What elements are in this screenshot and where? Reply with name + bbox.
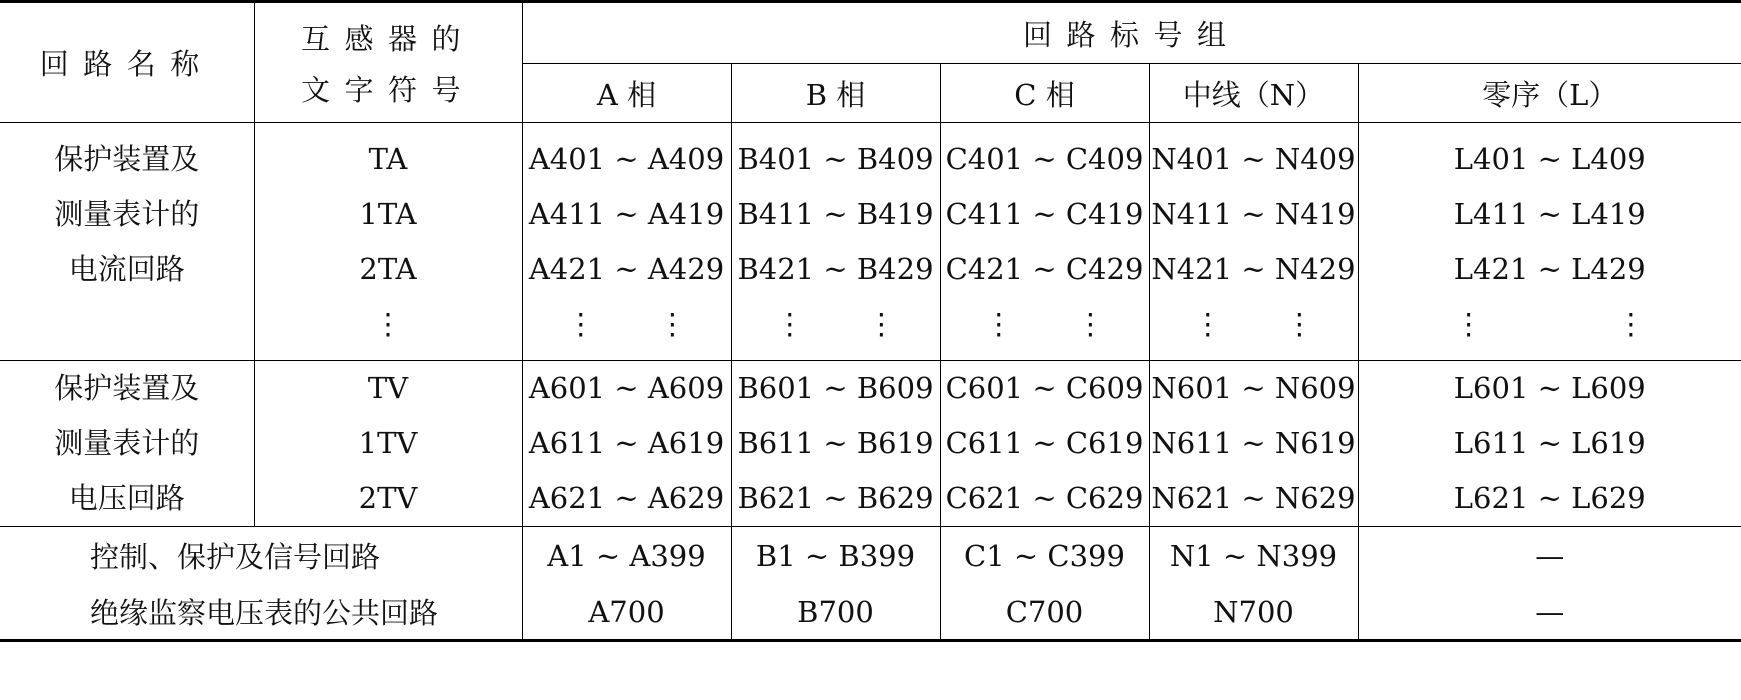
voltage-b-2: B611 ~ B619 — [737, 426, 934, 460]
current-a-2: A411 ~ A419 — [528, 196, 725, 231]
voltage-c-2: C611 ~ C619 — [945, 426, 1144, 460]
voltage-name-line1: 保护装置及 — [54, 371, 200, 405]
voltage-l-1: L601 ~ L609 — [1453, 371, 1646, 405]
current-l-2: L411 ~ L419 — [1453, 196, 1646, 231]
header-group-title — [522, 2, 1741, 64]
current-n-1: N401 ~ N409 — [1151, 141, 1356, 176]
current-group-row — [0, 123, 1741, 361]
voltage-n-2: N611 ~ N619 — [1151, 426, 1356, 460]
voltage-a-1: A601 ~ A609 — [528, 371, 725, 405]
ellipsis-left: ⋮ — [775, 306, 805, 341]
header-phase-n: 中线（N） — [1149, 64, 1358, 123]
header-row-1 — [0, 2, 1741, 64]
control-loop-a: A1 ~ A399 — [522, 527, 731, 585]
voltage-symbol-1: TV — [367, 371, 409, 405]
voltage-c-3: C621 ~ C629 — [945, 481, 1144, 515]
current-b-2: B411 ~ B419 — [737, 196, 934, 231]
voltage-phase-n — [1149, 361, 1358, 527]
ellipsis-left: ⋮ — [1454, 306, 1484, 341]
voltage-l-3: L621 ~ L629 — [1453, 481, 1646, 515]
voltage-name-line3: 电压回路 — [68, 481, 185, 515]
header-loop-name-text: 回路名称 — [39, 47, 214, 81]
header-ct-symbol — [254, 2, 522, 123]
current-group-name — [0, 123, 254, 361]
ellipsis-left: ⋮ — [1193, 306, 1223, 341]
current-symbol-3: 2TA — [359, 251, 417, 286]
header-ct-symbol-line1: 互感器的 — [300, 21, 475, 56]
current-b-3: B421 ~ B429 — [737, 251, 934, 286]
insulation-loop-b: B700 — [731, 585, 940, 641]
current-a-1: A401 ~ A409 — [528, 141, 725, 176]
ellipsis-left: ⋮ — [984, 306, 1014, 341]
voltage-n-1: N601 ~ N609 — [1151, 371, 1356, 405]
current-l-1: L401 ~ L409 — [1453, 141, 1646, 176]
current-name-line2: 测量表计的 — [54, 196, 200, 231]
current-l-ellipsis — [1454, 297, 1645, 352]
ellipsis-right: ⋮ — [1284, 306, 1314, 341]
voltage-a-2: A611 ~ A619 — [528, 426, 725, 460]
control-loop-n: N1 ~ N399 — [1149, 527, 1358, 585]
voltage-b-3: B621 ~ B629 — [737, 481, 934, 515]
ellipsis-right: ⋮ — [1616, 306, 1646, 341]
control-loop-l: — — [1535, 538, 1565, 573]
current-n-3: N421 ~ N429 — [1151, 251, 1356, 286]
current-symbol-2: 1TA — [359, 196, 417, 231]
insulation-loop-a: A700 — [522, 585, 731, 641]
current-phase-n — [1149, 123, 1358, 361]
voltage-group-row — [0, 361, 1741, 527]
voltage-symbol-2: 1TV — [358, 426, 418, 460]
insulation-loop-c: C700 — [940, 585, 1149, 641]
voltage-phase-b — [731, 361, 940, 527]
current-c-1: C401 ~ C409 — [945, 141, 1144, 176]
insulation-loop-row — [0, 585, 1741, 641]
header-phase-a: A 相 — [522, 64, 731, 123]
ellipsis-right: ⋮ — [866, 306, 896, 341]
current-b-ellipsis — [775, 297, 896, 352]
voltage-l-2: L611 ~ L619 — [1453, 426, 1646, 460]
voltage-group-symbols — [254, 361, 522, 527]
header-phase-c: C 相 — [940, 64, 1149, 123]
current-phase-a — [522, 123, 731, 361]
ellipsis-left: ⋮ — [566, 306, 596, 341]
header-group-title-text: 回路标号组 — [1023, 17, 1241, 52]
current-phase-l — [1358, 123, 1741, 361]
control-loop-name: 控制、保护及信号回路 — [0, 527, 522, 585]
voltage-name-line2: 测量表计的 — [54, 426, 200, 460]
current-name-line1: 保护装置及 — [54, 141, 200, 176]
voltage-phase-l — [1358, 361, 1741, 527]
ellipsis-right: ⋮ — [657, 306, 687, 341]
control-loop-row — [0, 527, 1741, 585]
ellipsis-right: ⋮ — [1075, 306, 1105, 341]
current-name-line3: 电流回路 — [68, 251, 185, 286]
current-group-symbols — [254, 123, 522, 361]
control-loop-b: B1 ~ B399 — [731, 527, 940, 585]
voltage-symbol-3: 2TV — [358, 481, 418, 515]
insulation-loop-name: 绝缘监察电压表的公共回路 — [0, 585, 522, 641]
current-n-2: N411 ~ N419 — [1151, 196, 1356, 231]
insulation-loop-n: N700 — [1149, 585, 1358, 641]
header-phase-b: B 相 — [731, 64, 940, 123]
current-c-ellipsis — [984, 297, 1105, 352]
current-a-3: A421 ~ A429 — [528, 251, 725, 286]
current-b-1: B401 ~ B409 — [737, 141, 934, 176]
voltage-b-1: B601 ~ B609 — [737, 371, 934, 405]
voltage-c-1: C601 ~ C609 — [945, 371, 1144, 405]
current-c-3: C421 ~ C429 — [945, 251, 1144, 286]
header-loop-name — [0, 2, 254, 123]
voltage-a-3: A621 ~ A629 — [528, 481, 725, 515]
current-phase-b — [731, 123, 940, 361]
voltage-phase-a — [522, 361, 731, 527]
header-ct-symbol-line2: 文字符号 — [300, 72, 475, 107]
current-a-ellipsis — [566, 297, 687, 352]
current-symbol-ellipsis: ⋮ — [373, 306, 403, 341]
voltage-n-3: N621 ~ N629 — [1151, 481, 1356, 515]
current-phase-c — [940, 123, 1149, 361]
insulation-loop-l: — — [1358, 585, 1741, 641]
header-phase-l: 零序（L） — [1358, 64, 1741, 123]
control-loop-c: C1 ~ C399 — [940, 527, 1149, 585]
voltage-phase-c — [940, 361, 1149, 527]
voltage-group-name — [0, 361, 254, 527]
current-symbol-1: TA — [368, 141, 408, 176]
current-l-3: L421 ~ L429 — [1453, 251, 1646, 286]
current-c-2: C411 ~ C419 — [945, 196, 1144, 231]
current-n-ellipsis — [1193, 297, 1314, 352]
